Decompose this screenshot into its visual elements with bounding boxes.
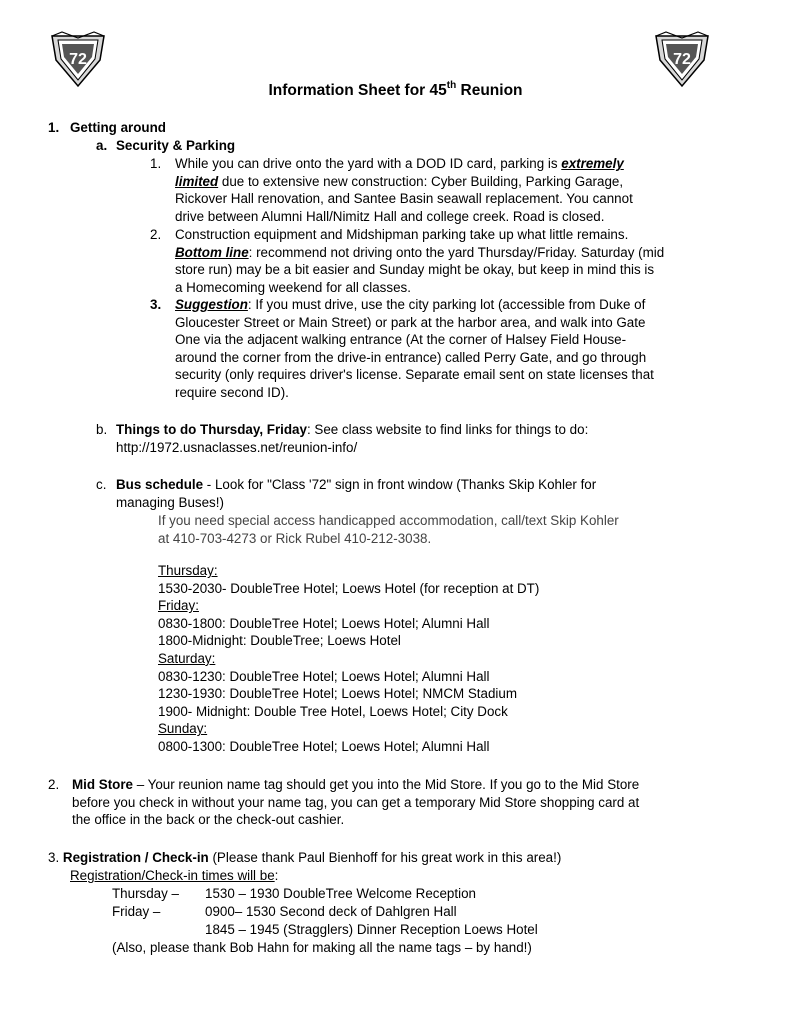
schedule-day: Thursday: (158, 563, 218, 578)
schedule-time: 0830-1230: DoubleTree Hotel; Loews Hotel; Alumni Hall (158, 668, 490, 684)
registration-row: Friday – 0900– 1530 Second deck of Dahlgren Hall (112, 904, 457, 919)
subsection-a-heading: a. Security & Parking (96, 138, 236, 153)
schedule-day: Sunday: (158, 721, 208, 737)
reunion-info-url[interactable]: http://1972.usnaclasses.net/reunion-info/ (116, 439, 358, 455)
schedule-time: 1230-1930: DoubleTree Hotel; Loews Hotel; NMCM Stadium (158, 686, 517, 702)
schedule-time: 1530-2030- DoubleTree Hotel; Loews Hotel (for reception at DT) (158, 580, 540, 596)
schedule-time: 1900- Midnight: Double Tree Hotel, Loews Hotel; City Dock (158, 703, 508, 719)
schedule-time: 0830-1800: DoubleTree Hotel; Loews Hotel; Alumni Hall (158, 615, 490, 631)
name-tag-thanks: (Also, please thank Bob Hahn for making all the name tags – by hand!) (112, 940, 532, 955)
section-1-heading: 1. Getting around (48, 120, 166, 135)
crest-text: 72 (673, 51, 691, 68)
accessibility-note: If you need special access handicapped accommodation, call/text Skip Kohler at 410-703-4273 or Rick Rubel 410-212-3038. (158, 513, 619, 546)
page-title: Information Sheet for 45th Reunion (268, 79, 523, 99)
schedule-day: Friday: (158, 598, 199, 614)
schedule-time: 1800-Midnight: DoubleTree; Loews Hotel (158, 633, 401, 649)
class-crest-logo-left (48, 30, 108, 90)
registration-row: 1845 – 1945 (Stragglers) Dinner Reception Loews Hotel (205, 922, 538, 937)
crest-text: 72 (69, 51, 87, 68)
registration-times-label: Registration/Check-in times will be: (70, 868, 279, 883)
class-crest-logo-right (652, 30, 712, 90)
schedule-time: 0800-1300: DoubleTree Hotel; Loews Hotel; Alumni Hall (158, 738, 490, 754)
section-3-registration: 3. Registration / Check-in (Please thank Paul Bienhoff for his great work in this area!) (48, 850, 562, 865)
bus-schedule-list (158, 562, 539, 756)
schedule-day: Saturday: (158, 650, 216, 666)
registration-row: Thursday – 1530 – 1930 DoubleTree Welcome Reception (112, 886, 476, 901)
